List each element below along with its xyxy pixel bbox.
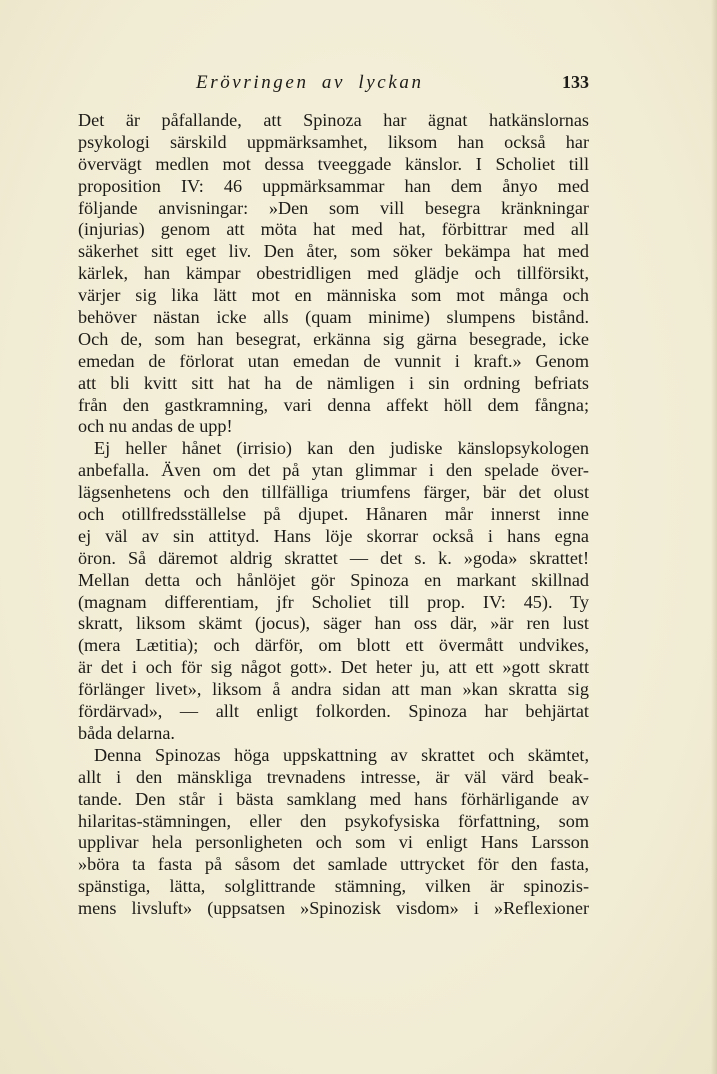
text-line: och otillfredsställelse på djupet. Hånaren mår innerst inne [78, 504, 589, 525]
text-line: anbefalla. Även om det på ytan glimmar i den spelade över- [78, 460, 589, 481]
body-text [78, 110, 589, 920]
text-line: psykologi särskild uppmärksamhet, liksom han också har [78, 131, 589, 152]
paragraph-end-line: och nu andas de upp! [78, 416, 233, 437]
text-line: upplivar hela personligheten och som vi enligt Hans Larsson [78, 832, 589, 853]
text-line: (magnam differentiam, jfr Scholiet till prop. IV: 45). Ty [78, 591, 589, 612]
text-line: förlänger livet», liksom å andra sidan att man »kan skratta sig [78, 679, 589, 700]
text-line: fördärvad», — allt enligt folkorden. Spinoza har behjärtat [78, 701, 589, 722]
text-line: spänstiga, lätta, solglittrande stämning, vilken är spinozis- [78, 876, 589, 897]
text-line: lägsenhetens och den tillfälliga triumfens färger, bär det olust [78, 482, 589, 503]
text-line: (mera Lætitia); och därför, om blott ett övermått undvikes, [78, 635, 589, 656]
text-line: följande anvisningar: »Den som vill besegra kränkningar [78, 197, 589, 218]
paragraph-start-line: Denna Spinozas höga uppskattning av skrattet och skämtet, [94, 744, 589, 765]
text-line: Och de, som han besegrat, erkänna sig gärna besegrade, icke [78, 328, 589, 349]
page-number: 133 [562, 72, 589, 92]
text-line: (injurias) genom att möta hat med hat, förbittrar med all [78, 219, 589, 240]
text-line: värjer sig lika lätt mot en människa som mot många och [78, 285, 589, 306]
paragraph-start-line: Ej heller hånet (irrisio) kan den judiske känslopsykologen [94, 438, 589, 459]
text-line: övervägt medlen mot dessa tveeggade känslor. I Scholiet till [78, 153, 589, 174]
text-line: mens livsluft» (uppsatsen »Spinozisk visdom» i »Reflexioner [78, 898, 589, 919]
text-line: kärlek, han kämpar obestridligen med glädje och tillförsikt, [78, 263, 589, 284]
text-line: behöver nästan icke alls (quam minime) slumpens bistånd. [78, 307, 589, 328]
paragraph-end-line: båda delarna. [78, 722, 175, 743]
text-line: proposition IV: 46 uppmärksammar han dem ånyo med [78, 175, 589, 196]
text-line: är det i och för sig något gott». Det heter ju, att ett »gott skratt [78, 657, 589, 678]
running-header [78, 72, 589, 100]
text-line: från den gastkramning, vari denna affekt höll dem fångna; [78, 394, 589, 415]
text-line: skratt, liksom skämt (jocus), säger han oss där, »är ren lust [78, 613, 589, 634]
running-title: Erövringen av lyckan [196, 72, 424, 93]
text-line: tande. Den står i bästa samklang med hans förhärligande av [78, 788, 589, 809]
text-line: hilaritas-stämningen, eller den psykofysiska författning, som [78, 810, 589, 831]
text-line: emedan de förlorat utan emedan de vunnit i kraft.» Genom [78, 350, 589, 371]
text-line: öron. Så däremot aldrig skrattet — det s. k. »goda» skrattet! [78, 547, 589, 568]
text-line: Det är påfallande, att Spinoza har ägnat hatkänslornas [78, 110, 589, 130]
text-line: allt i den mänskliga trevnadens intresse, är väl värd beak- [78, 766, 589, 787]
text-line: Mellan detta och hånlöjet gör Spinoza en markant skillnad [78, 569, 589, 590]
text-line: »böra ta fasta på såsom det samlade uttrycket för den fasta, [78, 854, 589, 875]
text-line: att bli kvitt sitt hat ha de nämligen i sin ordning befriats [78, 372, 589, 393]
text-line: säkerhet sitt eget liv. Den åter, som söker bekämpa hat med [78, 241, 589, 262]
text-line: ej väl av sin attityd. Hans löje skorrar också i hans egna [78, 525, 589, 546]
